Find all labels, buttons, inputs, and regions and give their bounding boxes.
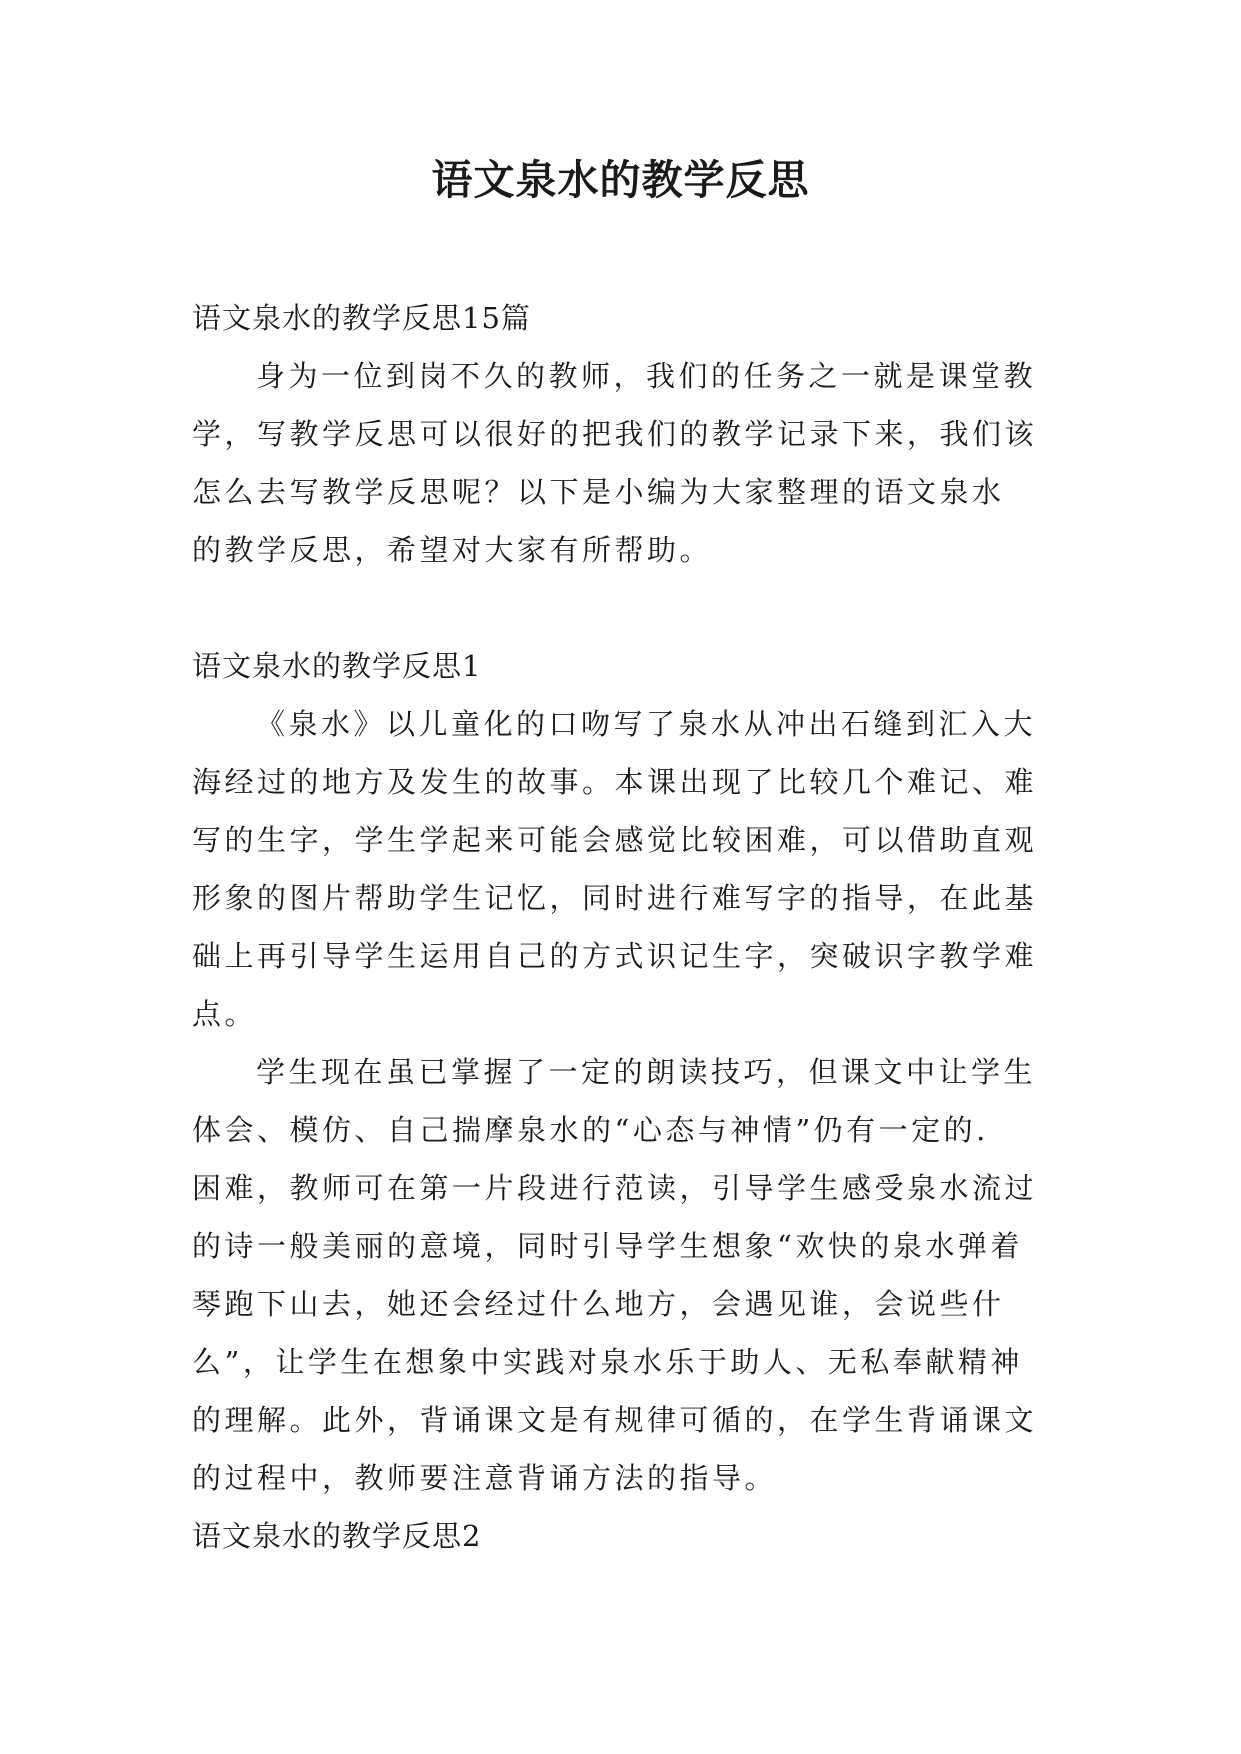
text-line: 《泉水》以儿童化的口吻写了泉水从冲出石缝到汇入大 (256, 707, 1037, 741)
text-line: 体会、模仿、自己揣摩泉水的“心态与神情”仍有一定的. (192, 1113, 989, 1147)
text-line: 的理解。此外，背诵课文是有规律可循的，在学生背诵课文 (192, 1403, 1038, 1437)
text-line: 么”，让学生在想象中实践对泉水乐于助人、无私奉献精神 (192, 1345, 1023, 1379)
intro-heading: 语文泉水的教学反思15篇 (192, 301, 531, 335)
text-line: 学，写教学反思可以很好的把我们的教学记录下来，我们该 (192, 417, 1038, 451)
section-1-heading: 语文泉水的教学反思1 (192, 649, 482, 683)
text-line: 础上再引导学生运用自己的方式识记生字，突破识字教学难 (192, 939, 1038, 973)
text-line: 点。 (192, 997, 258, 1031)
page-title: 语文泉水的教学反思 (431, 156, 810, 204)
text-line: 写的生字，学生学起来可能会感觉比较困难，可以借助直观 (192, 823, 1038, 857)
text-line: 的教学反思，希望对大家有所帮助。 (192, 533, 713, 567)
text-line: 海经过的地方及发生的故事。本课出现了比较几个难记、难 (192, 765, 1038, 799)
text-line: 困难，教师可在第一片段进行范读，引导学生感受泉水流过 (192, 1171, 1038, 1205)
text-line: 的过程中，教师要注意背诵方法的指导。 (192, 1461, 778, 1495)
section-1-paragraph-2 (192, 1043, 1052, 1507)
text-line: 琴跑下山去，她还会经过什么地方，会遇见谁，会说些什 (192, 1287, 1005, 1321)
intro-paragraph (192, 347, 1052, 579)
spacer (192, 579, 1052, 637)
text-line: 的诗一般美丽的意境，同时引导学生想象“欢快的泉水弹着 (192, 1229, 1023, 1263)
document-body (192, 289, 1052, 1565)
text-line: 怎么去写教学反思呢？以下是小编为大家整理的语文泉水 (192, 475, 1005, 509)
text-line: 学生现在虽已掌握了一定的朗读技巧，但课文中让学生 (256, 1055, 1037, 1089)
text-line: 身为一位到岗不久的教师，我们的任务之一就是课堂教 (256, 359, 1037, 393)
section-1-paragraph-1 (192, 695, 1052, 1043)
text-line: 形象的图片帮助学生记忆，同时进行难写字的指导，在此基 (192, 881, 1038, 915)
section-2-heading: 语文泉水的教学反思2 (192, 1519, 482, 1553)
